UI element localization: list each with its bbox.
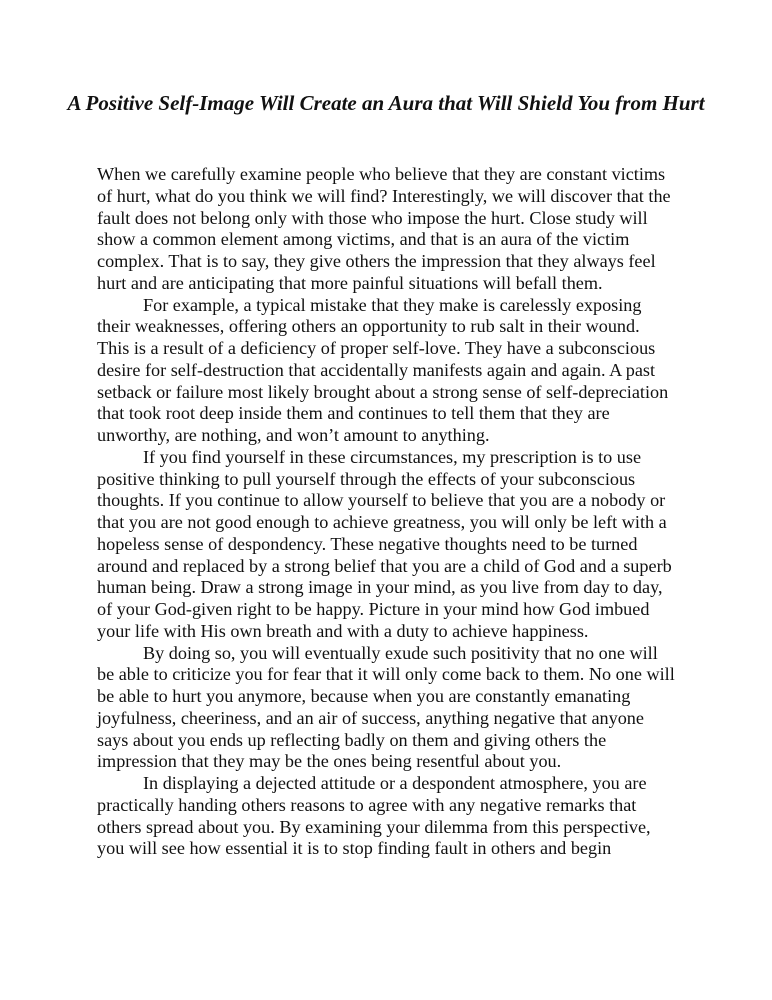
paragraph-4: By doing so, you will eventually exude such positivity that no one will be able to criticize you for fear that it will only come back to them. No one will be able to hurt you anymore, because when you are constantly emanating joyfulness, cheeriness, and an air of success, anything negative that anyone says about you ends up reflecting badly on them and giving others the impression that they may be the ones being resentful about you.	[97, 642, 675, 772]
paragraph-1: When we carefully examine people who believe that they are constant victims of hurt, what do you think we will find? Interestingly, we will discover that the fault does not belong only with those who impose the hurt. Close study will show a common element among victims, and that is an aura of the victim complex. That is to say, they give others the impression that they always feel hurt and are anticipating that more painful situations will befall them.	[97, 164, 671, 293]
paragraph-5: In displaying a dejected attitude or a despondent atmosphere, you are practically handing others reasons to agree with any negative remarks that others spread about you. By examining your dilemma from this perspective, you will see how essential it is to stop finding fault in others and begin	[97, 773, 651, 859]
paragraph-2: For example, a typical mistake that they make is carelessly exposing their weaknesses, offering others an opportunity to rub salt in their wound. This is a result of a deficiency of proper self-love. They have a subconscious desire for self-destruction that accidentally manifests again and again. A past setback or failure most likely brought about a strong sense of self-depreciation that took root deep inside them and continues to tell them that they are unworthy, are nothing, and won’t amount to anything.	[97, 294, 669, 445]
body-text	[97, 164, 675, 860]
paragraph-3: If you find yourself in these circumstances, my prescription is to use positive thinking to pull yourself through the effects of your subconscious thoughts. If you continue to allow yourself to believe that you are a nobody or that you are not good enough to achieve greatness, you will only be left with a hopeless sense of despondency. These negative thoughts need to be turned around and replaced by a strong belief that you are a child of God and a superb human being. Draw a strong image in your mind, as you live from day to day, of your God-given right to be happy. Picture in your mind how God imbued your life with His own breath and with a duty to achieve happiness.	[97, 446, 672, 641]
page-title: A Positive Self-Image Will Create an Aura that Will Shield You from Hurt	[67, 91, 705, 115]
